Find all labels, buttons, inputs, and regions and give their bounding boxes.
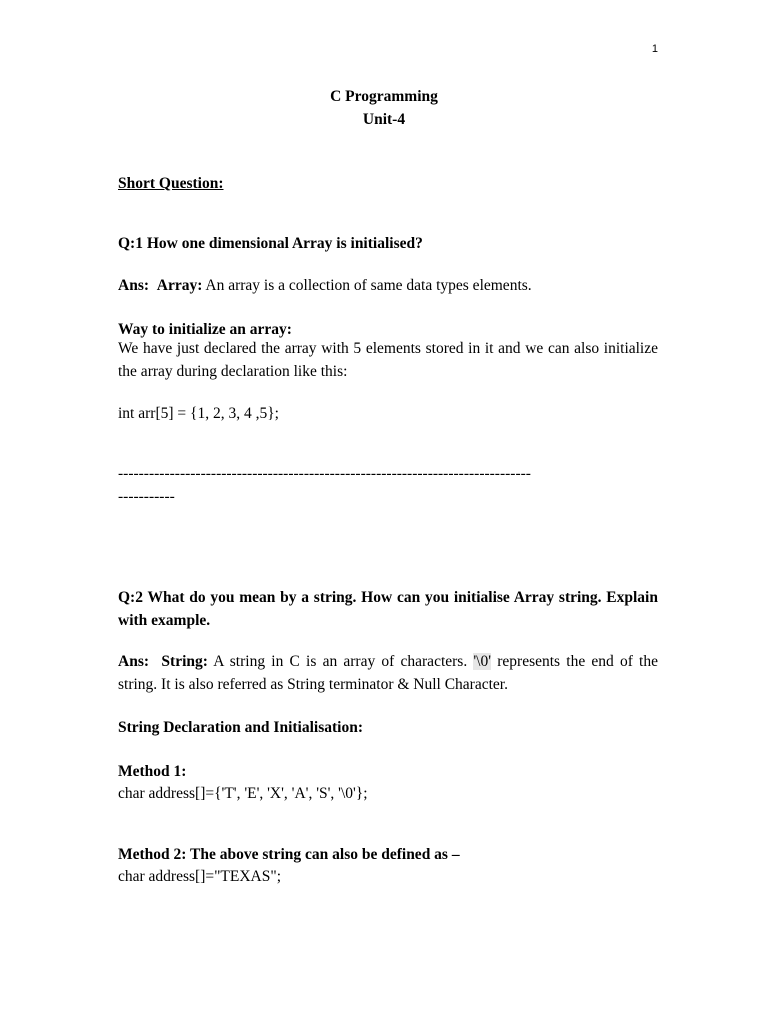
answer-2-term: String: xyxy=(161,653,208,670)
method-2-code: char address[]="TEXAS"; xyxy=(118,868,281,885)
answer-1-prefix: Ans: xyxy=(118,277,150,294)
answer-2-text-after: represents the end of the string. It is also referred as String terminator & Null Character. xyxy=(118,653,658,693)
answer-1-text: An array is a collection of same data types elements. xyxy=(202,277,532,294)
method-1-code: char address[]={'T', 'E', 'X', 'A', 'S', '\0'}; xyxy=(118,785,368,802)
string-declaration-heading: String Declaration and Initialisation: xyxy=(118,719,364,736)
page-number: 1 xyxy=(651,43,658,55)
answer-1-term: Array: xyxy=(156,277,203,294)
method-1-heading: Method 1: xyxy=(118,763,187,780)
question-2: Q:2 What do you mean by a string. How can you initialise Array string. Explain with example. xyxy=(118,589,658,629)
way-to-initialize-text: We have just declared the array with 5 elements stored in it and we can also initialize the array during declaration like this: xyxy=(118,340,658,380)
question-1: Q:1 How one dimensional Array is initialised? xyxy=(118,235,423,252)
array-init-code: int arr[5] = {1, 2, 3, 4 ,5}; xyxy=(118,405,279,422)
section-heading: Short Question: xyxy=(118,175,224,192)
way-to-initialize-heading: Way to initialize an array: xyxy=(118,321,292,338)
document-subtitle: Unit-4 xyxy=(362,111,406,128)
null-terminator-highlight: '\0' xyxy=(473,653,492,670)
separator-line-1: -------------------------------------------------------------------------------- xyxy=(118,465,531,482)
separator-line-2: ----------- xyxy=(118,488,175,505)
answer-2-text-before: A string in C is an array of characters. xyxy=(207,653,474,670)
answer-1 xyxy=(118,274,658,297)
answer-2-prefix: Ans: xyxy=(118,653,150,670)
document-title: C Programming xyxy=(330,88,438,105)
answer-2 xyxy=(118,650,658,696)
method-2-heading: Method 2: The above string can also be defined as – xyxy=(118,846,460,863)
